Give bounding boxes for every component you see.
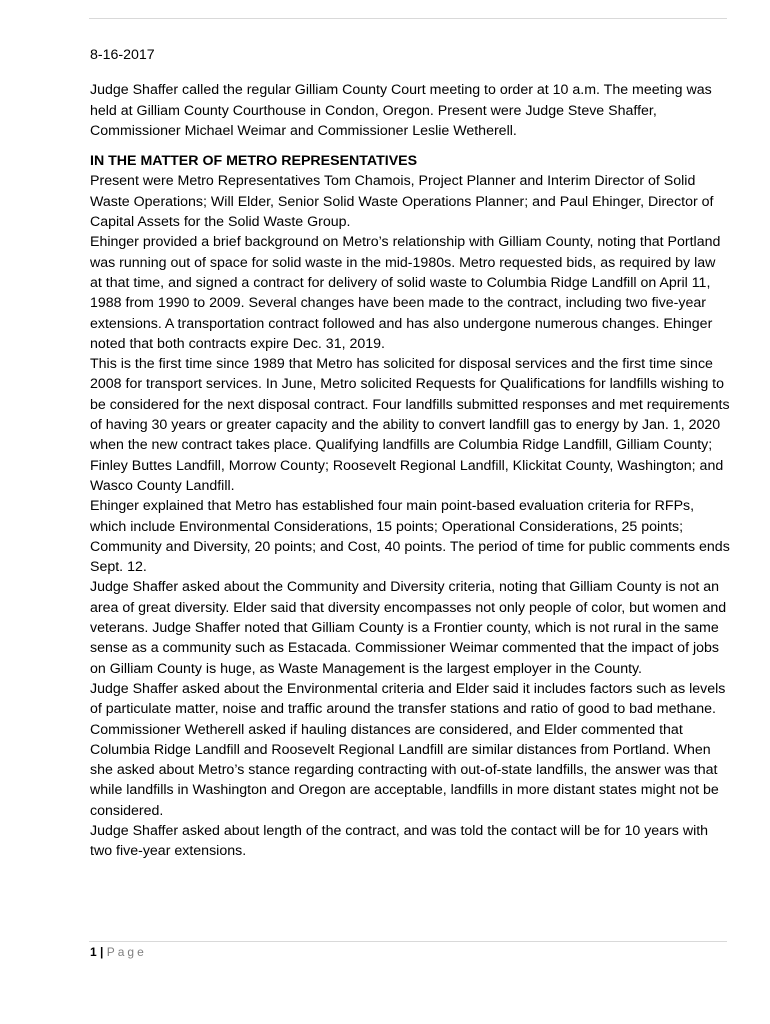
paragraph-solicitation: This is the first time since 1989 that Metro has solicited for disposal services and the first time since 2008 for transport services. In June, Metro solicited Requests for Qualifications for landfills wishing to be considered for the next disposal contract. Four landfills submitted responses and met requirements of having 30 years or greater capacity and the ability to convert landfill gas to energy by Jan. 1, 2020 when the new contract takes place. Qualifying landfills are Columbia Ridge Landfill, Gilliam County; Finley Buttes Landfill, Morrow County; Roosevelt Regional Landfill, Klickitat County, Washington; and Wasco County Landfill.: [90, 356, 730, 494]
paragraph-criteria: Ehinger explained that Metro has established four main point-based evaluation criteria for RFPs, which include Environmental Considerations, 15 points; Operational Considerations, 25 points; Community and Diversity, 20 points; and Cost, 40 points. The period of time for public comments ends Sept. 12.: [90, 498, 730, 576]
header-rule: [89, 18, 727, 19]
paragraph-environmental: Judge Shaffer asked about the Environmental criteria and Elder said it includes factors such as levels of particulate matter, noise and traffic around the transfer stations and ratio of good to bad methane.: [90, 680, 726, 718]
page-number: 1: [90, 945, 97, 959]
document-body: [90, 45, 730, 862]
meeting-date: 8-16-2017: [90, 47, 155, 63]
page-footer: [90, 944, 147, 960]
paragraph-contract-length: Judge Shaffer asked about length of the contract, and was told the contact will be for 10 years with two five-year extensions.: [90, 822, 709, 860]
footer-separator: |: [100, 945, 104, 959]
intro-paragraph: Judge Shaffer called the regular Gilliam County Court meeting to order at 10 a.m. The meeting was held at Gilliam County Courthouse in Condon, Oregon. Present were Judge Steve Shaffer, Commissioner Michael Weimar and Commissioner Leslie Wetherell.: [90, 82, 712, 139]
section-heading: IN THE MATTER OF METRO REPRESENTATIVES: [90, 153, 418, 170]
footer-rule: [89, 941, 727, 942]
paragraph-representatives: Present were Metro Representatives Tom Chamois, Project Planner and Interim Director of Solid Waste Operations; Will Elder, Senior Solid Waste Operations Planner; and Paul Ehinger, Director of Capital Assets for the Solid Waste Group.: [90, 173, 714, 231]
paragraph-hauling-distances: Commissioner Wetherell asked if hauling distances are considered, and Elder commented that Columbia Ridge Landfill and Roosevelt Regional Landfill are similar distances from Portland. When she asked about Metro’s stance regarding contracting with out-of-state landfills, the answer was that while landfills in Washington and Oregon are acceptable, landfills in more distant states might not be considered.: [90, 721, 719, 819]
page-label: Page: [106, 945, 147, 959]
paragraph-community-diversity: Judge Shaffer asked about the Community and Diversity criteria, noting that Gilliam County is not an area of great diversity. Elder said that diversity encompasses not only people of color, but women and veterans. Judge Shaffer noted that Gilliam County is a Frontier county, which is not rural in the same sense as a community such as Estacada. Commissioner Weimar commented that the impact of jobs on Gilliam County is huge, as Waste Management is the largest employer in the County.: [90, 579, 727, 677]
paragraph-background: Ehinger provided a brief background on Metro’s relationship with Gilliam County, noting that Portland was running out of space for solid waste in the mid-1980s. Metro requested bids, as required by law at that time, and signed a contract for delivery of solid waste to Columbia Ridge Landfill on April 11, 1988 from 1990 to 2009. Several changes have been made to the contract, including two five-year extensions. A transportation contract followed and has also undergone numerous changes. Ehinger noted that both contracts expire Dec. 31, 2019.: [90, 234, 721, 352]
